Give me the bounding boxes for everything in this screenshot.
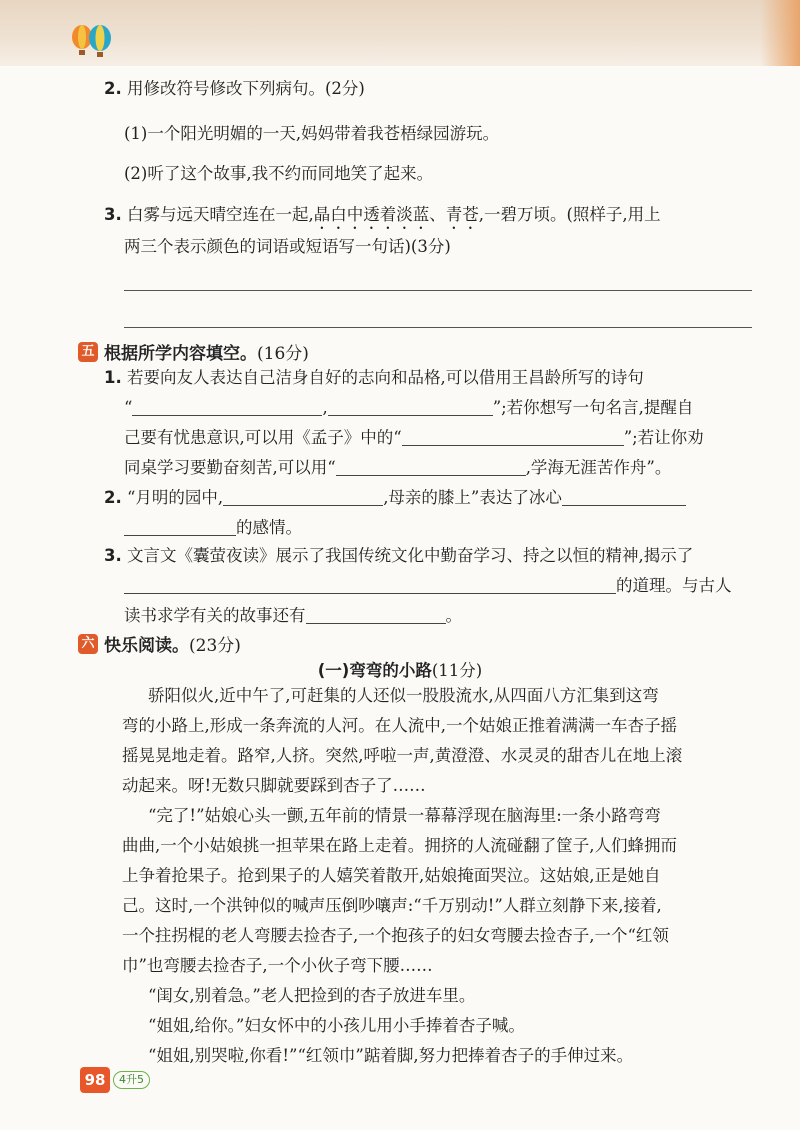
s5-q1-line-2: “ , ”;若你想写一句名言,提醒自 bbox=[124, 398, 694, 417]
blank-lesson[interactable] bbox=[124, 576, 616, 594]
blank-bingxin-1[interactable] bbox=[223, 488, 383, 506]
section-5-badge: 五 bbox=[78, 342, 98, 362]
passage-title: (一)弯弯的小路(11分) bbox=[317, 661, 483, 680]
passage-line: 摇晃晃地走着。路窄,人挤。突然,呼啦一声,黄澄澄、水灵灵的甜杏儿在地上滚 bbox=[122, 746, 683, 765]
blank-bingxin-3[interactable] bbox=[124, 518, 236, 536]
page-number: 98 bbox=[80, 1067, 110, 1093]
blank-mencius[interactable] bbox=[402, 428, 624, 446]
section-6-badge: 六 bbox=[78, 634, 98, 654]
passage-line: 骄阳似火,近中午了,可赶集的人还似一股股流水,从四面八方汇集到这弯 bbox=[148, 686, 659, 705]
section-5-score: (16分) bbox=[257, 344, 309, 364]
s5-q1-line-3: 己要有忧患意识,可以用《孟子》中的“ ”;若让你劝 bbox=[124, 428, 704, 447]
section-6-score: (23分) bbox=[189, 636, 241, 656]
passage-line: “姐姐,给你。”妇女怀中的小孩儿用小手捧着杏子喊。 bbox=[148, 1016, 525, 1035]
passage-line: “完了!”姑娘心头一颤,五年前的情景一幕幕浮现在脑海里:一条小路弯弯 bbox=[148, 806, 661, 825]
blank-story[interactable] bbox=[306, 606, 446, 624]
passage-line: “姐姐,别哭啦,你看!”“红领巾”踮着脚,努力把捧着杏子的手伸过来。 bbox=[148, 1046, 634, 1065]
passage-line: “闺女,别着急。”老人把捡到的杏子放进车里。 bbox=[148, 986, 476, 1005]
passage-line: 巾”也弯腰去捡杏子,一个小伙子弯下腰…… bbox=[122, 956, 433, 975]
passage-line: 曲曲,一个小姑娘挑一担苹果在路上走着。拥挤的人流碰翻了筐子,人们蜂拥而 bbox=[122, 836, 677, 855]
header-band bbox=[0, 0, 800, 66]
passage-line: 一个拄拐棍的老人弯腰去捡杏子,一个抱孩子的妇女弯腰去捡杏子,一个“红领 bbox=[122, 926, 669, 945]
question-2-title: 2. 用修改符号修改下列病句。(2分) bbox=[104, 79, 365, 98]
passage-line: 弯的小路上,形成一条奔流的人河。在人流中,一个姑娘正推着满满一车杏子摇 bbox=[122, 716, 677, 735]
blank-proverb[interactable] bbox=[336, 458, 526, 476]
s5-q1-line-1: 1. 若要向友人表达自己洁身自好的志向和品格,可以借用王昌龄所写的诗句 bbox=[104, 368, 644, 387]
blank-bingxin-2[interactable] bbox=[562, 488, 686, 506]
section-5-title: 根据所学内容填空。 bbox=[104, 344, 257, 364]
grade-badge: 4升5 bbox=[113, 1071, 150, 1089]
blank-poem-1[interactable] bbox=[132, 398, 322, 416]
s5-q1-line-4: 同桌学习要勤奋刻苦,可以用“ ,学海无涯苦作舟”。 bbox=[124, 458, 672, 477]
q2-sentence-1: (1)一个阳光明媚的一天,妈妈带着我苍梧绿园游玩。 bbox=[124, 124, 500, 143]
s5-q2-line-1: 2. “月明的园中, ,母亲的膝上”表达了冰心 bbox=[104, 487, 686, 509]
passage-line: 己。这时,一个洪钟似的喊声压倒吵嚷声:“千万别动!”人群立刻静下来,接着, bbox=[122, 896, 662, 915]
s5-q3-line-1: 3. 文言文《囊萤夜读》展示了我国传统文化中勤奋学习、持之以恒的精神,揭示了 bbox=[104, 546, 694, 565]
s5-q2-line-2: 的感情。 bbox=[124, 517, 302, 539]
section-6-title: 快乐阅读。 bbox=[104, 636, 189, 656]
answer-line-2[interactable] bbox=[124, 327, 752, 328]
answer-line-1[interactable] bbox=[124, 290, 752, 291]
section-6-header bbox=[78, 631, 241, 656]
blank-poem-2[interactable] bbox=[328, 398, 493, 416]
s5-q3-line-3: 读书求学有关的故事还有 。 bbox=[124, 606, 462, 625]
s5-q3-line-2: 的道理。与古人 bbox=[124, 575, 732, 597]
dotted-example: 晶白中透着淡蓝、青苍 bbox=[313, 205, 479, 224]
passage-line: 动起来。呀!无数只脚就要踩到杏子了…… bbox=[122, 776, 426, 795]
section-5-header bbox=[78, 339, 309, 364]
passage-line: 上争着抢果子。抢到果子的人嬉笑着散开,姑娘掩面哭泣。这姑娘,正是她自 bbox=[122, 866, 661, 885]
question-3-line-2: 两三个表示颜色的词语或短语写一句话)(3分) bbox=[124, 237, 451, 256]
hot-air-balloons-icon bbox=[70, 24, 114, 58]
header-fade bbox=[760, 0, 800, 66]
question-3-line-1: 3. 白雾与远天晴空连在一起,晶白中透着淡蓝、青苍,一碧万顷。(照样子,用上 bbox=[104, 205, 661, 224]
q2-sentence-2: (2)听了这个故事,我不约而同地笑了起来。 bbox=[124, 164, 434, 183]
